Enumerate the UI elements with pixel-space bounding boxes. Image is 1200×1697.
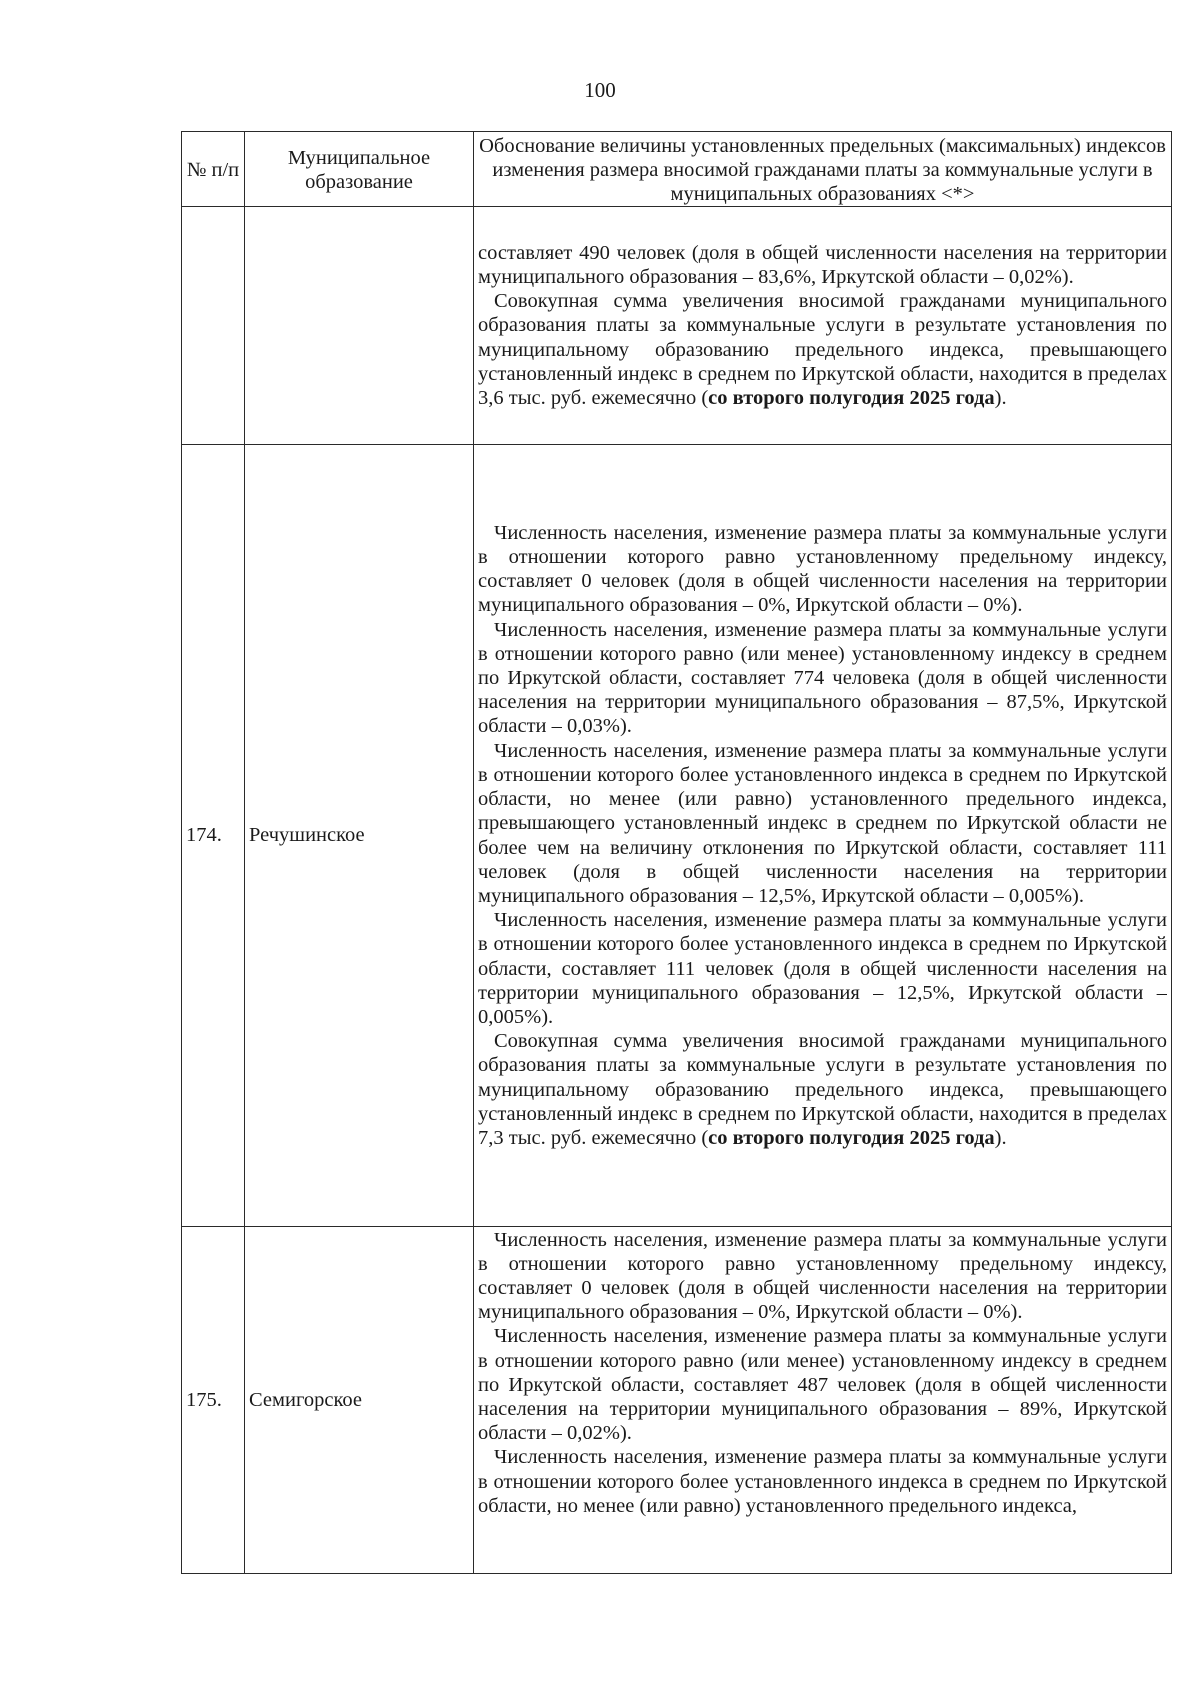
table-header-row: [182, 132, 1172, 207]
justification-text: [478, 241, 1167, 410]
row-municipality: [245, 207, 474, 445]
paragraph-bold-period: со второго полугодия 2025 года: [708, 1126, 995, 1149]
justification-text: [478, 521, 1167, 1150]
justification-paragraph: [478, 908, 1167, 1029]
table-row: [182, 445, 1172, 1227]
header-number: № п/п: [182, 132, 245, 207]
table-row: [182, 207, 1172, 445]
row-municipality: Речушинское: [245, 445, 474, 1227]
row-number: [182, 207, 245, 445]
row-justification: [474, 1227, 1172, 1574]
paragraph-text: Численность населения, изменение размера платы за коммунальные услуги в отношении которого равно установленному предельному индексу, составляет 0 человек (доля в общей численности населения на территории муниципального образования – 0%, Иркутской области – 0%).: [478, 521, 1167, 617]
justification-paragraph: [478, 1228, 1167, 1325]
paragraph-text: Численность населения, изменение размера платы за коммунальные услуги в отношении которого более установленного индекса в среднем по Иркутской области, но менее (или равно) установленного предельного индекса,: [478, 1446, 1167, 1517]
table-header: [182, 132, 1172, 207]
justification-text: [478, 1228, 1167, 1573]
row-number: 174.: [182, 445, 245, 1227]
paragraph-tail: ).: [994, 1126, 1007, 1149]
justification-paragraph: [478, 1445, 1167, 1518]
header-municipality: Муниципальное образование: [245, 132, 474, 207]
justification-paragraph: [478, 521, 1167, 618]
justification-paragraph: [478, 289, 1167, 410]
municipal-index-table: [181, 131, 1172, 1574]
paragraph-text: Численность населения, изменение размера платы за коммунальные услуги в отношении которого равно установленному предельному индексу, составляет 0 человек (доля в общей численности населения на территории муниципального образования – 0%, Иркутской области – 0%).: [478, 1228, 1167, 1324]
row-municipality: Семигорское: [245, 1227, 474, 1574]
paragraph-text: Численность населения, изменение размера платы за коммунальные услуги в отношении которого более установленного индекса в среднем по Иркутской области, составляет 111 человек (доля в общей численности населения на территории муниципального образования – 12,5%, Иркутской области – 0,005%).: [478, 909, 1167, 1028]
row-justification: [474, 207, 1172, 445]
paragraph-tail: ).: [994, 387, 1007, 409]
row-number: 175.: [182, 1227, 245, 1574]
justification-paragraph: [478, 739, 1167, 908]
paragraph-text: Совокупная сумма увеличения вносимой гражданами муниципального образования платы за коммунальные услуги в результате установления по муниципальному образованию предельного индекса, превышающего установленный индекс в среднем по Иркутской области, находится в пределах 3,6 тыс. руб. ежемесячно (: [478, 290, 1167, 409]
paragraph-text: составляет 490 человек (доля в общей численности населения на территории муниципального образования – 83,6%, Иркутской области – 0,02%).: [478, 241, 1167, 288]
paragraph-text: Численность населения, изменение размера платы за коммунальные услуги в отношении которого более установленного индекса в среднем по Иркутской области, но менее (или равно) установленного предельного индекса, превышающего установленный индекс в среднем по Иркутской области не более чем на величину отклонения по Иркутской области, составляет 111 человек (доля в общей численности населения на территории муниципального образования – 12,5%, Иркутской области – 0,005%).: [478, 739, 1167, 907]
page-number: 100: [584, 78, 616, 102]
paragraph-text: Совокупная сумма увеличения вносимой гражданами муниципального образования платы за коммунальные услуги в результате установления по муниципальному образованию предельного индекса, превышающего установленный индекс в среднем по Иркутской области, находится в пределах 7,3 тыс. руб. ежемесячно (: [478, 1030, 1167, 1149]
justification-paragraph: [478, 241, 1167, 289]
paragraph-text: Численность населения, изменение размера платы за коммунальные услуги в отношении которого равно (или менее) установленному индексу в среднем по Иркутской области, составляет 487 человек (доля в общей численности населения на территории муниципального образования – 89%, Иркутской области – 0,02%).: [478, 1325, 1167, 1445]
row-justification: [474, 445, 1172, 1227]
header-justification: Обоснование величины установленных предельных (максимальных) индексов изменения размера вносимой гражданами платы за коммунальные услуги в муниципальных образованиях <*>: [474, 132, 1172, 207]
justification-paragraph: [478, 618, 1167, 739]
justification-paragraph: [478, 1029, 1167, 1150]
paragraph-text: Численность населения, изменение размера платы за коммунальные услуги в отношении которого равно (или менее) установленному индексу в среднем по Иркутской области, составляет 774 человека (доля в общей численности населения на территории муниципального образования – 87,5%, Иркутской области – 0,03%).: [478, 618, 1167, 738]
justification-paragraph: [478, 1324, 1167, 1445]
paragraph-bold-period: со второго полугодия 2025 года: [708, 387, 995, 409]
table-body: [182, 207, 1172, 1574]
table-row: [182, 1227, 1172, 1574]
